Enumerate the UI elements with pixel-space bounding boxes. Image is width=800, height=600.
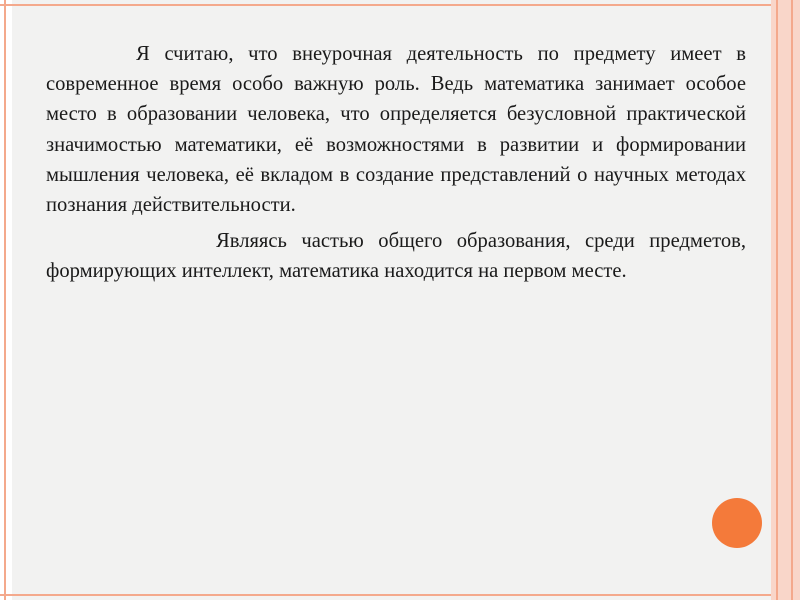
orange-circle-decoration [712,498,762,548]
paragraph-1: Я считаю, что внеурочная деятельность по предмету имеет в современное время особо важную роль. Ведь математика занимает особое место в образовании человека, что определяется безусловной практической значимостью математики, её возможностями в развитии и формировании мышления человека, её вкладом в создание представлений о научных методах познания действительности. [46,43,746,217]
right-band-line-outer [776,0,778,600]
frame-line-bottom [0,594,800,596]
slide-text-body [46,39,746,293]
frame-line-top [0,4,800,6]
frame-line-left [4,0,6,600]
right-band-line-inner [791,0,793,600]
paragraph-2: Являясь частью общего образования, среди предметов, формирующих интеллект, математика находится на первом месте. [46,230,746,283]
